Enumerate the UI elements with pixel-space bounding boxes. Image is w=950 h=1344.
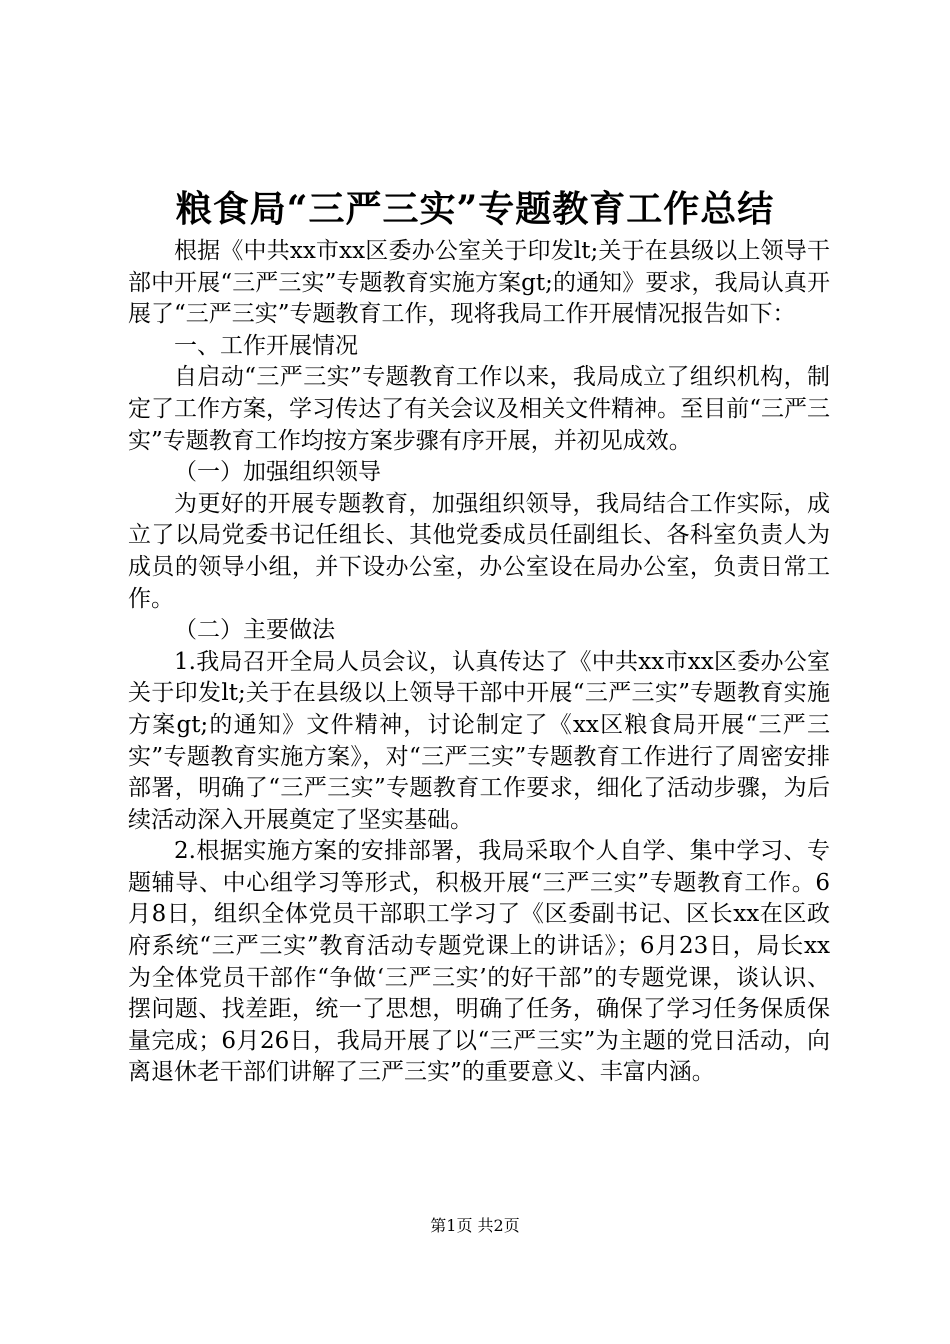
paragraph-overview: 自启动“三严三实”专题教育工作以来，我局成立了组织机构，制定了工作方案，学习传达了有关会议及相关文件精神。至目前“三严三实”专题教育工作均按方案步骤有序开展，并初见成效。 xyxy=(128,364,830,454)
paragraph-organization: 为更好的开展专题教育，加强组织领导，我局结合工作实际，成立了以局党委书记任组长、其他党委成员任副组长、各科室负责人为成员的领导小组，并下设办公室，办公室设在局办公室，负责日常工作。 xyxy=(128,490,830,612)
subsection-heading-1: （一）加强组织领导 xyxy=(174,459,381,486)
paragraph-item-2: 2.根据实施方案的安排部署，我局采取个人自学、集中学习、专题辅导、中心组学习等形式，积极开展“三严三实”专题教育工作。6月8日，组织全体党员干部职工学习了《区委副书记、区长xx在区政府系统“三严三实”教育活动专题党课上的讲话》；6月23日，局长xx为全体党员干部作“争做‘三严三实’的好干部”的专题党课，谈认识、摆问题、找差距，统一了思想，明确了任务，确保了学习任务保质保量完成；6月26日，我局开展了以“三严三实”为主题的党日活动，向离退休老干部们讲解了三严三实”的重要意义、丰富内涵。 xyxy=(128,838,830,1086)
document-body xyxy=(128,236,830,1089)
paragraph-intro: 根据《中共xx市xx区委办公室关于印发lt;关于在县级以上领导干部中开展“三严三实”专题教育实施方案gt;的通知》要求，我局认真开展了“三严三实”专题教育工作，现将我局工作开展情况报告如下： xyxy=(128,238,830,328)
paragraph-item-1: 1.我局召开全局人员会议，认真传达了《中共xx市xx区委办公室关于印发lt;关于在县级以上领导干部中开展“三严三实”专题教育实施方案gt;的通知》文件精神，讨论制定了《xx区粮食局开展“三严三实”专题教育实施方案》，对“三严三实”专题教育工作进行了周密安排部署，明确了“三严三实”专题教育工作要求，细化了活动步骤，为后续活动深入开展奠定了坚实基础。 xyxy=(128,648,830,833)
subsection-heading-2: （二）主要做法 xyxy=(174,617,335,644)
section-heading-1: 一、工作开展情况 xyxy=(174,332,358,359)
document-title: 粮食局“三严三实”专题教育工作总结 xyxy=(175,188,775,230)
page-footer: 第1页 共2页 xyxy=(430,1216,520,1235)
